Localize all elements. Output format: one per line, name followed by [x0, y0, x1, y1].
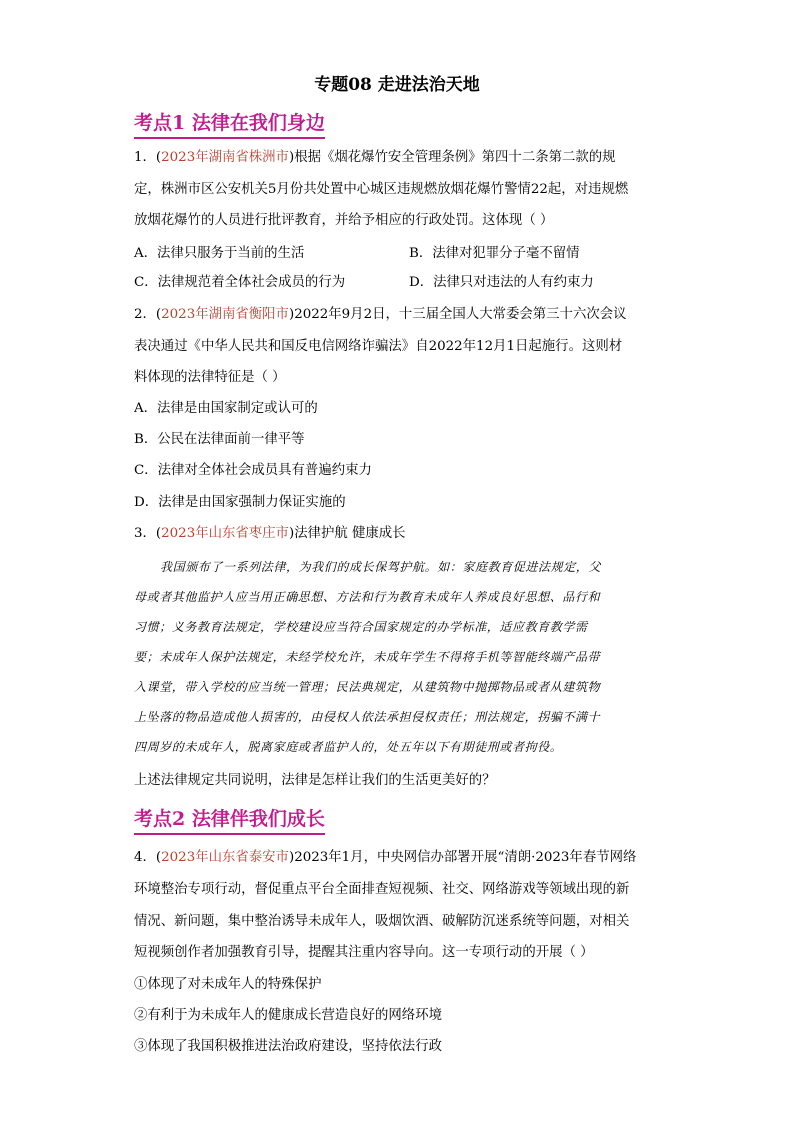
question-2-option-d: D．法律是由国家强制力保证实施的 — [134, 495, 346, 510]
material-line: 上坠落的物品造成他人损害的，由侵权人依法承担侵权责任；刑法规定，拐骗不满十 — [134, 710, 601, 724]
question-1-line-1 — [134, 148, 616, 168]
question-2-line-2: 表决通过《中华人民共和国反电信网络诈骗法》自2022年12月1日起施行。这则材 — [134, 339, 623, 354]
question-4-option-1: ①体现了对未成年人的特殊保护 — [134, 977, 322, 992]
source-tag: 2023年湖南省衡阳市 — [161, 307, 289, 322]
question-3-line-1 — [134, 524, 406, 544]
source-tag-close: ) — [288, 850, 295, 865]
source-tag: 2023年湖南省株洲市 — [161, 150, 289, 165]
question-3-prompt: 上述法律规定共同说明，法律是怎样让我们的生活更美好的？ — [134, 773, 496, 788]
question-4-line-4: 短视频创作者加强教育引导，提醒其注重内容导向。这一专项行动的开展（ ） — [134, 945, 594, 960]
question-2-line-1 — [134, 305, 627, 325]
material-line: 要；未成年人保护法规定，未经学校允许，未成年学生不得将手机等智能终端产品带 — [134, 650, 601, 664]
question-text: 根据《烟花爆竹安全管理条例》第四十二条第二款的规 — [294, 150, 616, 165]
source-tag-close: ) — [288, 307, 295, 322]
section-heading-2: 考点2 法律伴我们成长 — [134, 806, 325, 835]
question-1-line-2: 定，株洲市区公安机关5月份共处置中心城区违规燃放烟花爆竹警情22起，对违规燃 — [134, 182, 629, 197]
question-text: 2023年1月，中央网信办部署开展“清朗·2023年春节网络 — [294, 850, 637, 865]
question-number: 1．( — [134, 150, 162, 165]
question-2-option-a: A．法律是由国家制定或认可的 — [134, 401, 318, 416]
question-2-line-3: 料体现的法律特征是（ ） — [134, 370, 286, 385]
question-2-option-c: C．法律对全体社会成员具有普遍约束力 — [134, 463, 372, 478]
question-number: 3．( — [134, 526, 162, 541]
source-tag-close: ) — [288, 526, 295, 541]
question-number: 4．( — [134, 850, 162, 865]
source-tag-close: ) — [288, 150, 295, 165]
question-4-option-2: ②有利于为未成年人的健康成长营造良好的网络环境 — [134, 1008, 442, 1023]
question-1-option-b: B．法律对犯罪分子毫不留情 — [409, 246, 580, 261]
material-line: 四周岁的未成年人，脱离家庭或者监护人的，处五年以下有期徒刑或者拘役。 — [134, 740, 563, 754]
section-heading-1: 考点1 法律在我们身边 — [134, 110, 325, 139]
question-1-option-a: A．法律只服务于当前的生活 — [134, 246, 305, 261]
question-text: 法律护航 健康成长 — [294, 526, 406, 541]
material-line: 习惯；义务教育法规定，学校建设应当符合国家规定的办学标准，适应教育教学需 — [134, 620, 588, 634]
material-line: 我国颁布了一系列法律，为我们的成长保驾护航。如：家庭教育促进法规定，父 — [160, 560, 602, 574]
question-1-option-d: D．法律只对违法的人有约束力 — [409, 275, 594, 290]
question-4-option-3: ③体现了我国积极推进法治政府建设，坚持依法行政 — [134, 1039, 442, 1054]
question-text: 2022年9月2日，十三届全国人大常委会第三十六次会议 — [294, 307, 627, 322]
material-line: 母或者其他监护人应当用正确思想、方法和行为教育未成年人养成良好思想、品行和 — [134, 590, 601, 604]
question-2-option-b: B．公民在法律面前一律平等 — [134, 432, 305, 447]
question-4-line-1 — [134, 848, 636, 868]
page-title: 专题08 走进法治天地 — [314, 75, 480, 95]
question-4-line-3: 情况、新问题，集中整治诱导未成年人，吸烟饮酒、破解防沉迷系统等问题，对相关 — [134, 914, 630, 929]
question-1-option-c: C．法律规范着全体社会成员的行为 — [134, 275, 346, 290]
question-4-line-2: 环境整治专项行动，督促重点平台全面排查短视频、社交、网络游戏等领域出现的新 — [134, 882, 630, 897]
source-tag: 2023年山东省枣庄市 — [161, 526, 289, 541]
source-tag: 2023年山东省泰安市 — [161, 850, 289, 865]
question-1-line-3: 放烟花爆竹的人员进行批评教育，并给予相应的行政处罚。这体现（ ） — [134, 213, 554, 228]
material-line: 入课堂，带入学校的应当统一管理；民法典规定，从建筑物中抛掷物品或者从建筑物 — [134, 680, 601, 694]
question-number: 2．( — [134, 307, 162, 322]
